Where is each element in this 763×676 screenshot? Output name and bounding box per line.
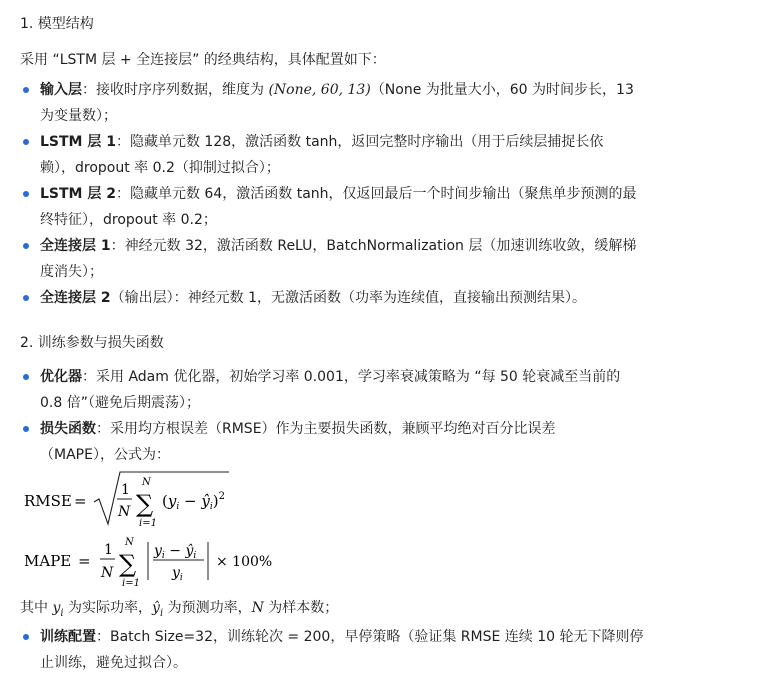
svg-text:1: 1 <box>121 482 130 498</box>
item-bold-label: 优化器 <box>40 369 82 385</box>
bullet-icon <box>23 139 29 145</box>
svg-text:=: = <box>74 492 87 510</box>
item-bold-label: 输入层 <box>40 82 82 98</box>
list-item-dense-layer-1: 全连接层 1：神经元数 32，激活函数 ReLU，BatchNormalization 层（加速训练收敛，缓解梯 度消失）； <box>40 233 680 285</box>
bullet-icon <box>23 426 29 432</box>
item-bold-label: LSTM 层 2 <box>40 186 116 202</box>
list-item-training-config: 训练配置：Batch Size=32，训练轮次 = 200，早停策略（验证集 RMSE 连续 10 轮无下降则停 止训练，避免过拟合）。 <box>40 624 680 676</box>
bullet-icon <box>23 191 29 197</box>
svg-text:∑: ∑ <box>136 490 154 518</box>
svg-text:yi: $y_i$ <box>172 565 183 583</box>
intro-paragraph: 采用 “LSTM 层 + 全连接层” 的经典结构，具体配置如下： <box>20 52 386 68</box>
svg-text:1: 1 <box>104 542 113 558</box>
list-item-lstm-layer-1: LSTM 层 1：隐藏单元数 128，激活函数 tanh，返回完整时序输出（用于后续层捕捉长依 赖），dropout 率 0.2（抑制过拟合）； <box>40 129 680 181</box>
list-item-loss-function: 损失函数：采用均方根误差（RMSE）作为主要损失函数，兼顾平均绝对百分比误差 （MAPE），公式为： <box>40 416 680 468</box>
variable-note: 其中 $y_i$ 为实际功率，$ŷ_i$ 为预测功率，N 为样本数； <box>20 600 339 619</box>
bullet-icon <box>23 374 29 380</box>
mape-formula <box>24 536 314 592</box>
bullet-icon <box>23 634 29 640</box>
svg-text:N: N <box>125 537 134 548</box>
svg-text:∑: ∑ <box>119 550 137 578</box>
bullet-icon <box>23 243 29 249</box>
item-bold-label: 训练配置 <box>40 629 96 645</box>
list-item-optimizer: 优化器：采用 Adam 优化器，初始学习率 0.001，学习率衰减策略为 “每 50 轮衰减至当前的 0.8 倍”（避免后期震荡）； <box>40 364 680 416</box>
item-bold-label: 全连接层 2 <box>40 290 111 306</box>
section-heading-model-structure: 1. 模型结构 <box>20 16 94 32</box>
section-heading-training-params: 2. 训练参数与损失函数 <box>20 335 164 351</box>
svg-text:N: N <box>101 565 114 581</box>
svg-text:i=1: i=1 <box>139 518 157 529</box>
rmse-label: RMSE <box>24 492 72 510</box>
svg-text:=: = <box>78 552 91 570</box>
item-bold-label: LSTM 层 1 <box>40 134 116 150</box>
rmse-formula <box>24 468 264 532</box>
list-item-input-layer: 输入层：接收时序序列数据，维度为 (None, 60, 13)（None 为批量大小，60 为时间步长，13 为变量数）； <box>40 77 680 129</box>
svg-text:N: N <box>142 477 151 488</box>
svg-text:yi − ŷi: $y_i$ − $ŷ_i$ <box>154 543 197 561</box>
svg-text:(yi − ŷi)2: ($y_i$ − $ŷ_i)^2$ <box>162 491 225 512</box>
item-bold-label: 损失函数 <box>40 421 96 437</box>
mape-label: MAPE <box>24 552 72 570</box>
svg-text:× 100%: × 100% <box>216 554 273 570</box>
bullet-icon <box>23 87 29 93</box>
list-item-dense-layer-2: 全连接层 2（输出层）：神经元数 1，无激活函数（功率为连续值，直接输出预测结果）。 <box>40 285 680 311</box>
svg-text:i=1: i=1 <box>122 578 140 589</box>
list-item-lstm-layer-2: LSTM 层 2：隐藏单元数 64，激活函数 tanh，仅返回最后一个时间步输出（聚焦单步预测的最 终特征），dropout 率 0.2； <box>40 181 680 233</box>
bullet-icon <box>23 295 29 301</box>
svg-text:N: N <box>118 504 131 520</box>
dimension-math: (None, 60, 13) <box>268 82 371 98</box>
item-bold-label: 全连接层 1 <box>40 238 111 254</box>
